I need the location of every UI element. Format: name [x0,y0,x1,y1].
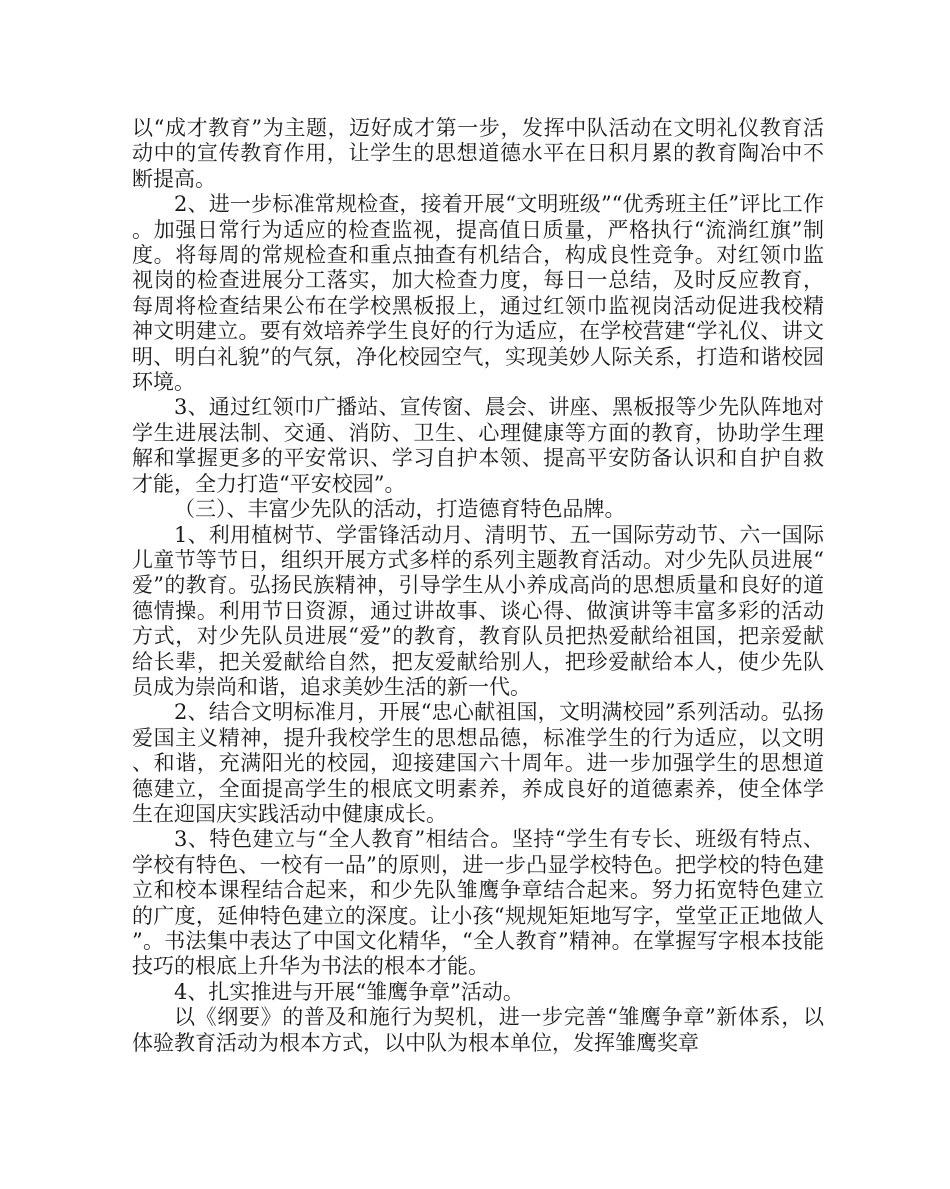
paragraph-routine-inspection: 2、进一步标准常规检查，接着开展“文明班级”“优秀班主任”评比工作。加强日常行为适应的检查监视，提高值日质量，严格执行“流淌红旗”制度。将每周的常规检查和重点抽查有机结合，构成良性竞争。对红领巾监视岗的检查进展分工落实，加大检查力度，每日一总结，及时反应教育，每周将检查结果公布在学校黑板报上，通过红领巾监视岗活动促进我校精神文明建立。要有效培养学生良好的行为适应，在学校营建“学礼仪、讲文明、明白礼貌”的气氛，净化校园空气，实现美妙人际关系，打造和谐校园环境。 [132,192,824,395]
document-page [132,116,824,1056]
paragraph-feature-building: 3、特色建立与“全人教育”相结合。坚持“学生有专长、班级有特点、学校有特色、一校有一品”的原则，进一步凸显学校特色。把学校的特色建立和校本课程结合起来，和少先队雏鹰争章结合起来。努力拓宽特色建立的广度，延伸特色建立的深度。让小孩“规规矩矩地写字，堂堂正正地做人”。书法集中表达了中国文化精华，“全人教育”精神。在掌握写字根本技能技巧的根底上升华为书法的根本才能。 [132,827,824,979]
paragraph-eagle-badge-body: 以《纲要》的普及和施行为契机，进一步完善“雏鹰争章”新体系，以体验教育活动为根本方式，以中队为根本单位，发挥雏鹰奖章 [132,1005,824,1055]
paragraph-eagle-badge-heading: 4、扎实推进与开展“雏鹰争章”活动。 [174,979,524,1004]
paragraph-civilization-month: 2、结合文明标准月，开展“忠心献祖国，文明满校园”系列活动。弘扬爱国主义精神，提升我校学生的思想品德，标准学生的行为适应，以文明、和谐，充满阳光的校园，迎接建国六十周年。进一步加强学生的思想道德建立，全面提高学生的根底文明素养，养成良好的道德素养，使全体学生在迎国庆实践活动中健康成长。 [132,700,824,826]
paragraph-intro: 以“成才教育”为主题，迈好成才第一步，发挥中队活动在文明礼仪教育活动中的宣传教育作用，让学生的思想道德水平在日积月累的教育陶冶中不断提高。 [132,116,824,191]
paragraph-safety-education: 3、通过红领巾广播站、宣传窗、晨会、讲座、黑板报等少先队阵地对学生进展法制、交通、消防、卫生、心理健康等方面的教育，协助学生理解和掌握更多的平安常识、学习自护本领、提高平安防备认识和自护自救才能，全力打造“平安校园”。 [132,395,824,496]
section-heading-3: （三）、丰富少先队的活动，打造德育特色品牌。 [174,497,626,522]
paragraph-festival-activities: 1、利用植树节、学雷锋活动月、清明节、五一国际劳动节、六一国际儿童节等节日，组织开展方式多样的系列主题教育活动。对少先队员进展“爱”的教育。弘扬民族精神，引导学生从小养成高尚的思想质量和良好的道德情操。利用节日资源，通过讲故事、谈心得、做演讲等丰富多彩的活动方式，对少先队员进展“爱”的教育，教育队员把热爱献给祖国，把亲爱献给长辈，把关爱献给自然，把友爱献给别人，把珍爱献给本人，使少先队员成为崇尚和谐，追求美妙生活的新一代。 [132,522,824,699]
